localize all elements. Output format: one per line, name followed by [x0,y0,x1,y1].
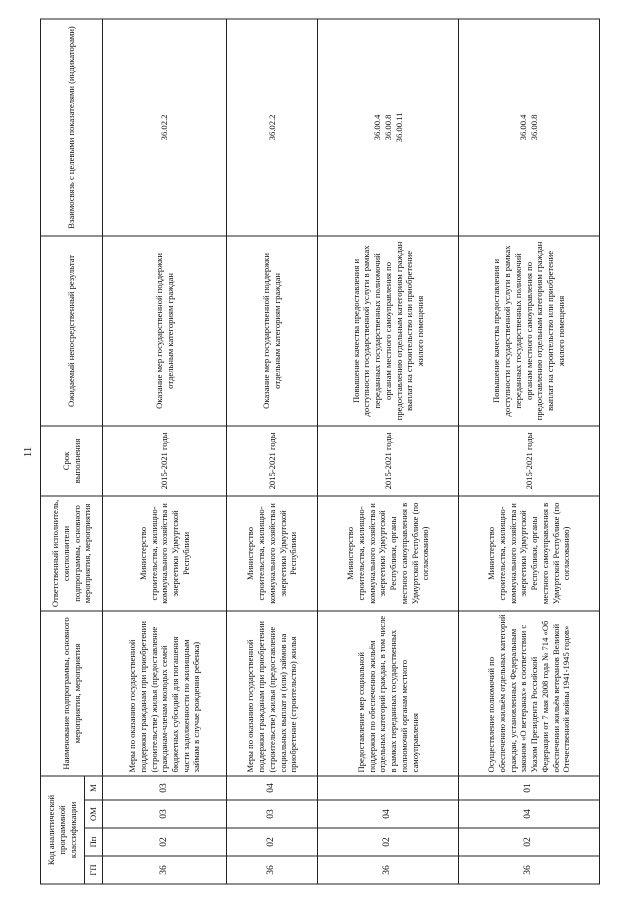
cell-result: Повышение качества предоставления и доступности государственной услуги в рамках переданных государственных полномочий органам местного самоуправления по предоставлению отдельным категориям граждан выплат на строительство или приобретение жилого помещения [459,236,600,426]
header-link: Взаимосвязь с целевыми показателями (индикаторами) [41,19,103,236]
cell-term: 2015-2021 годы [103,426,227,496]
program-table [40,18,600,884]
header-result: Ожидаемый непосредственный результат [41,236,103,426]
cell-link: 36.02.2 [227,19,318,236]
cell-gp: 36 [227,856,318,884]
cell-result: Оказание мер государственной поддержки отдельным категориям граждан [227,236,318,426]
cell-term: 2015-2021 годы [227,426,318,496]
cell-name: Меры по оказанию государственной поддержки гражданам при приобретении (строительстве) жилья (предоставление гражданам-членам молодых семей бюджетных субсидий для погашения части задолженности по жилищным займам в случае рождения ребенка) [103,611,227,776]
cell-executor: Министерство строительства, жилищно-коммунального хозяйства и энергетики Удмуртской Республики, органы местного самоуправления в Удмуртской Республике (по согласованию) [318,496,459,611]
cell-name: Меры по оказанию государственной поддержки гражданам при приобретении (строительстве) жилья (предоставление социальных выплат и (или) займов на приобретение (строительство) жилья [227,611,318,776]
cell-om: 03 [103,800,227,828]
cell-executor: Министерство строительства, жилищно-коммунального хозяйства и энергетики Удмуртской Республики, органы местного самоуправления в Удмуртской Республике (по согласованию) [459,496,600,611]
cell-gp: 36 [318,856,459,884]
table-row [459,19,600,884]
cell-om: 03 [227,800,318,828]
cell-gp: 36 [459,856,600,884]
cell-term: 2015-2021 годы [459,426,600,496]
header-om: ОМ [85,800,103,828]
header-gp: ГП [85,856,103,884]
cell-link: 36.00.4 36.00.8 [459,19,600,236]
cell-pp: 02 [103,828,227,856]
cell-m: 03 [103,776,227,800]
cell-pp: 02 [459,828,600,856]
cell-m: 01 [459,776,600,800]
header-executor: Ответственный исполнитель, соисполнители подпрограммы, основного мероприятия, мероприятия [41,496,103,611]
cell-result: Повышение качества предоставления и доступности государственной услуги в рамках переданных государственных полномочий органам местного самоуправления по предоставлению отдельным категориям граждан выплат на строительство или приобретение жилого помещения [318,236,459,426]
cell-link: 36.00.4 36.00.8 36.00.11 [318,19,459,236]
cell-name: Осуществление полномочий по обеспечению жильём отдельных категорий граждан, установленных Федеральным законом «О ветеранах» в соответствии с Указом Президента Российской Федерации от 7 мая 2008 года № 714 «Об обеспечении жильём ветеранов Великой Отечественной войны 1941-1945 годов» [459,611,600,776]
cell-m: 04 [227,776,318,800]
rotated-table-container [40,20,600,885]
cell-executor: Министерство строительства, жилищно-коммунального хозяйства и энергетики Удмуртской Республики [227,496,318,611]
cell-result: Оказание мер государственной поддержки отдельным категориям граждан [103,236,227,426]
cell-link: 36.02.2 [103,19,227,236]
cell-executor: Министерство строительства, жилищно-коммунального хозяйства и энергетики Удмуртской Республики [103,496,227,611]
table-row [103,19,227,884]
cell-pp: 02 [318,828,459,856]
header-name: Наименование подпрограммы, основного мероприятия, мероприятия [41,611,103,776]
cell-om: 04 [318,800,459,828]
header-code-group: Код аналитической программной классификации [41,776,85,884]
cell-om: 04 [459,800,600,828]
header-pp: Пп [85,828,103,856]
cell-m [318,776,459,800]
cell-term: 2015-2021 годы [318,426,459,496]
header-m: М [85,776,103,800]
table-row [227,19,318,884]
table-row [318,19,459,884]
header-term: Срок выполнения [41,426,103,496]
cell-name: Предоставление мер социальной поддержки по обеспечению жильём отдельных категорий граждан, в том числе в рамках переданных государственных полномочий органам местного самоуправления [318,611,459,776]
cell-gp: 36 [103,856,227,884]
page-number: 11 [22,446,34,458]
cell-pp: 02 [227,828,318,856]
